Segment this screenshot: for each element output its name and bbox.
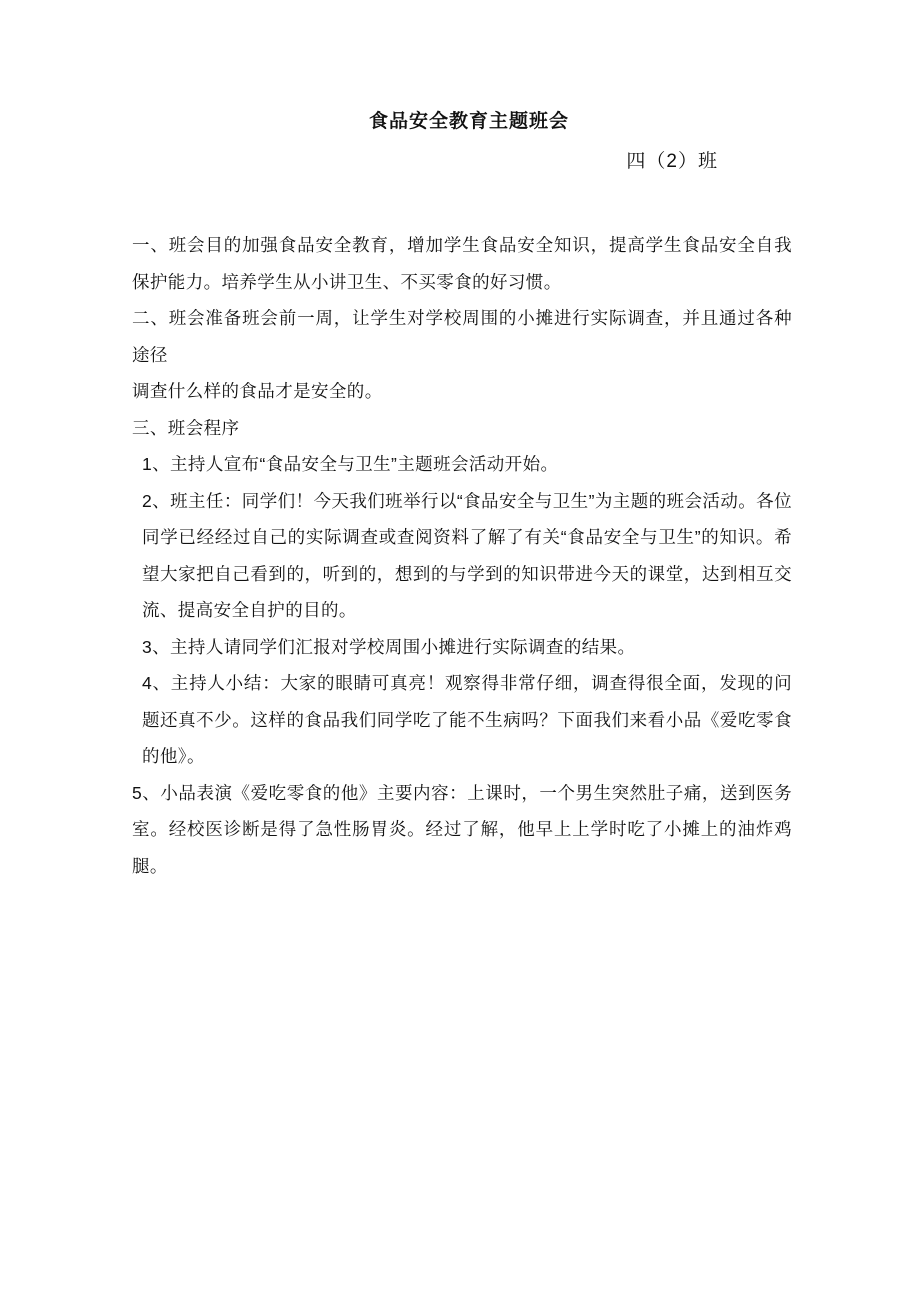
paragraph-step-4: 4、主持人小结：大家的眼睛可真亮！观察得非常仔细，调查得很全面，发现的问题还真不少。这样的食品我们同学吃了能不生病吗？下面我们来看小品《爱吃零食的他》。 [142, 673, 792, 766]
paragraph-procedure-heading: 三、班会程序 [132, 417, 240, 438]
paragraph-step-2: 2、班主任：同学们！今天我们班举行以“食品安全与卫生”为主题的班会活动。各位同学已经经过自己的实际调查或查阅资料了解了有关“食品安全与卫生”的知识。希望大家把自己看到的，听到的，想到的与学到的知识带进今天的课堂，达到相互交流、提高安全自护的目的。 [142, 490, 792, 620]
paragraph-step-5: 5、小品表演《爱吃零食的他》主要内容：上课时，一个男生突然肚子痛，送到医务室。经校医诊断是得了急性肠胃炎。经过了解，他早上上学时吃了小摊上的油炸鸡腿。 [132, 782, 792, 876]
document-body [132, 105, 792, 884]
paragraph-preparation: 二、班会准备班会前一周，让学生对学校周围的小摊进行实际调查，并且通过各种途径 [132, 308, 792, 365]
class-name-subtitle: 四（2）班 [626, 151, 718, 172]
paragraph-preparation-continued: 调查什么样的食品才是安全的。 [132, 381, 383, 401]
paragraph-purpose: 一、班会目的加强食品安全教育，增加学生食品安全知识，提高学生食品安全自我保护能力。培养学生从小讲卫生、不买零食的好习惯。 [132, 235, 792, 292]
page-title: 食品安全教育主题班会 [368, 111, 569, 132]
paragraph-step-1: 1、主持人宣布“食品安全与卫生”主题班会活动开始。 [142, 454, 559, 474]
paragraph-step-3: 3、主持人请同学们汇报对学校周围小摊进行实际调查的结果。 [142, 636, 636, 657]
title-body-spacer [132, 179, 792, 227]
